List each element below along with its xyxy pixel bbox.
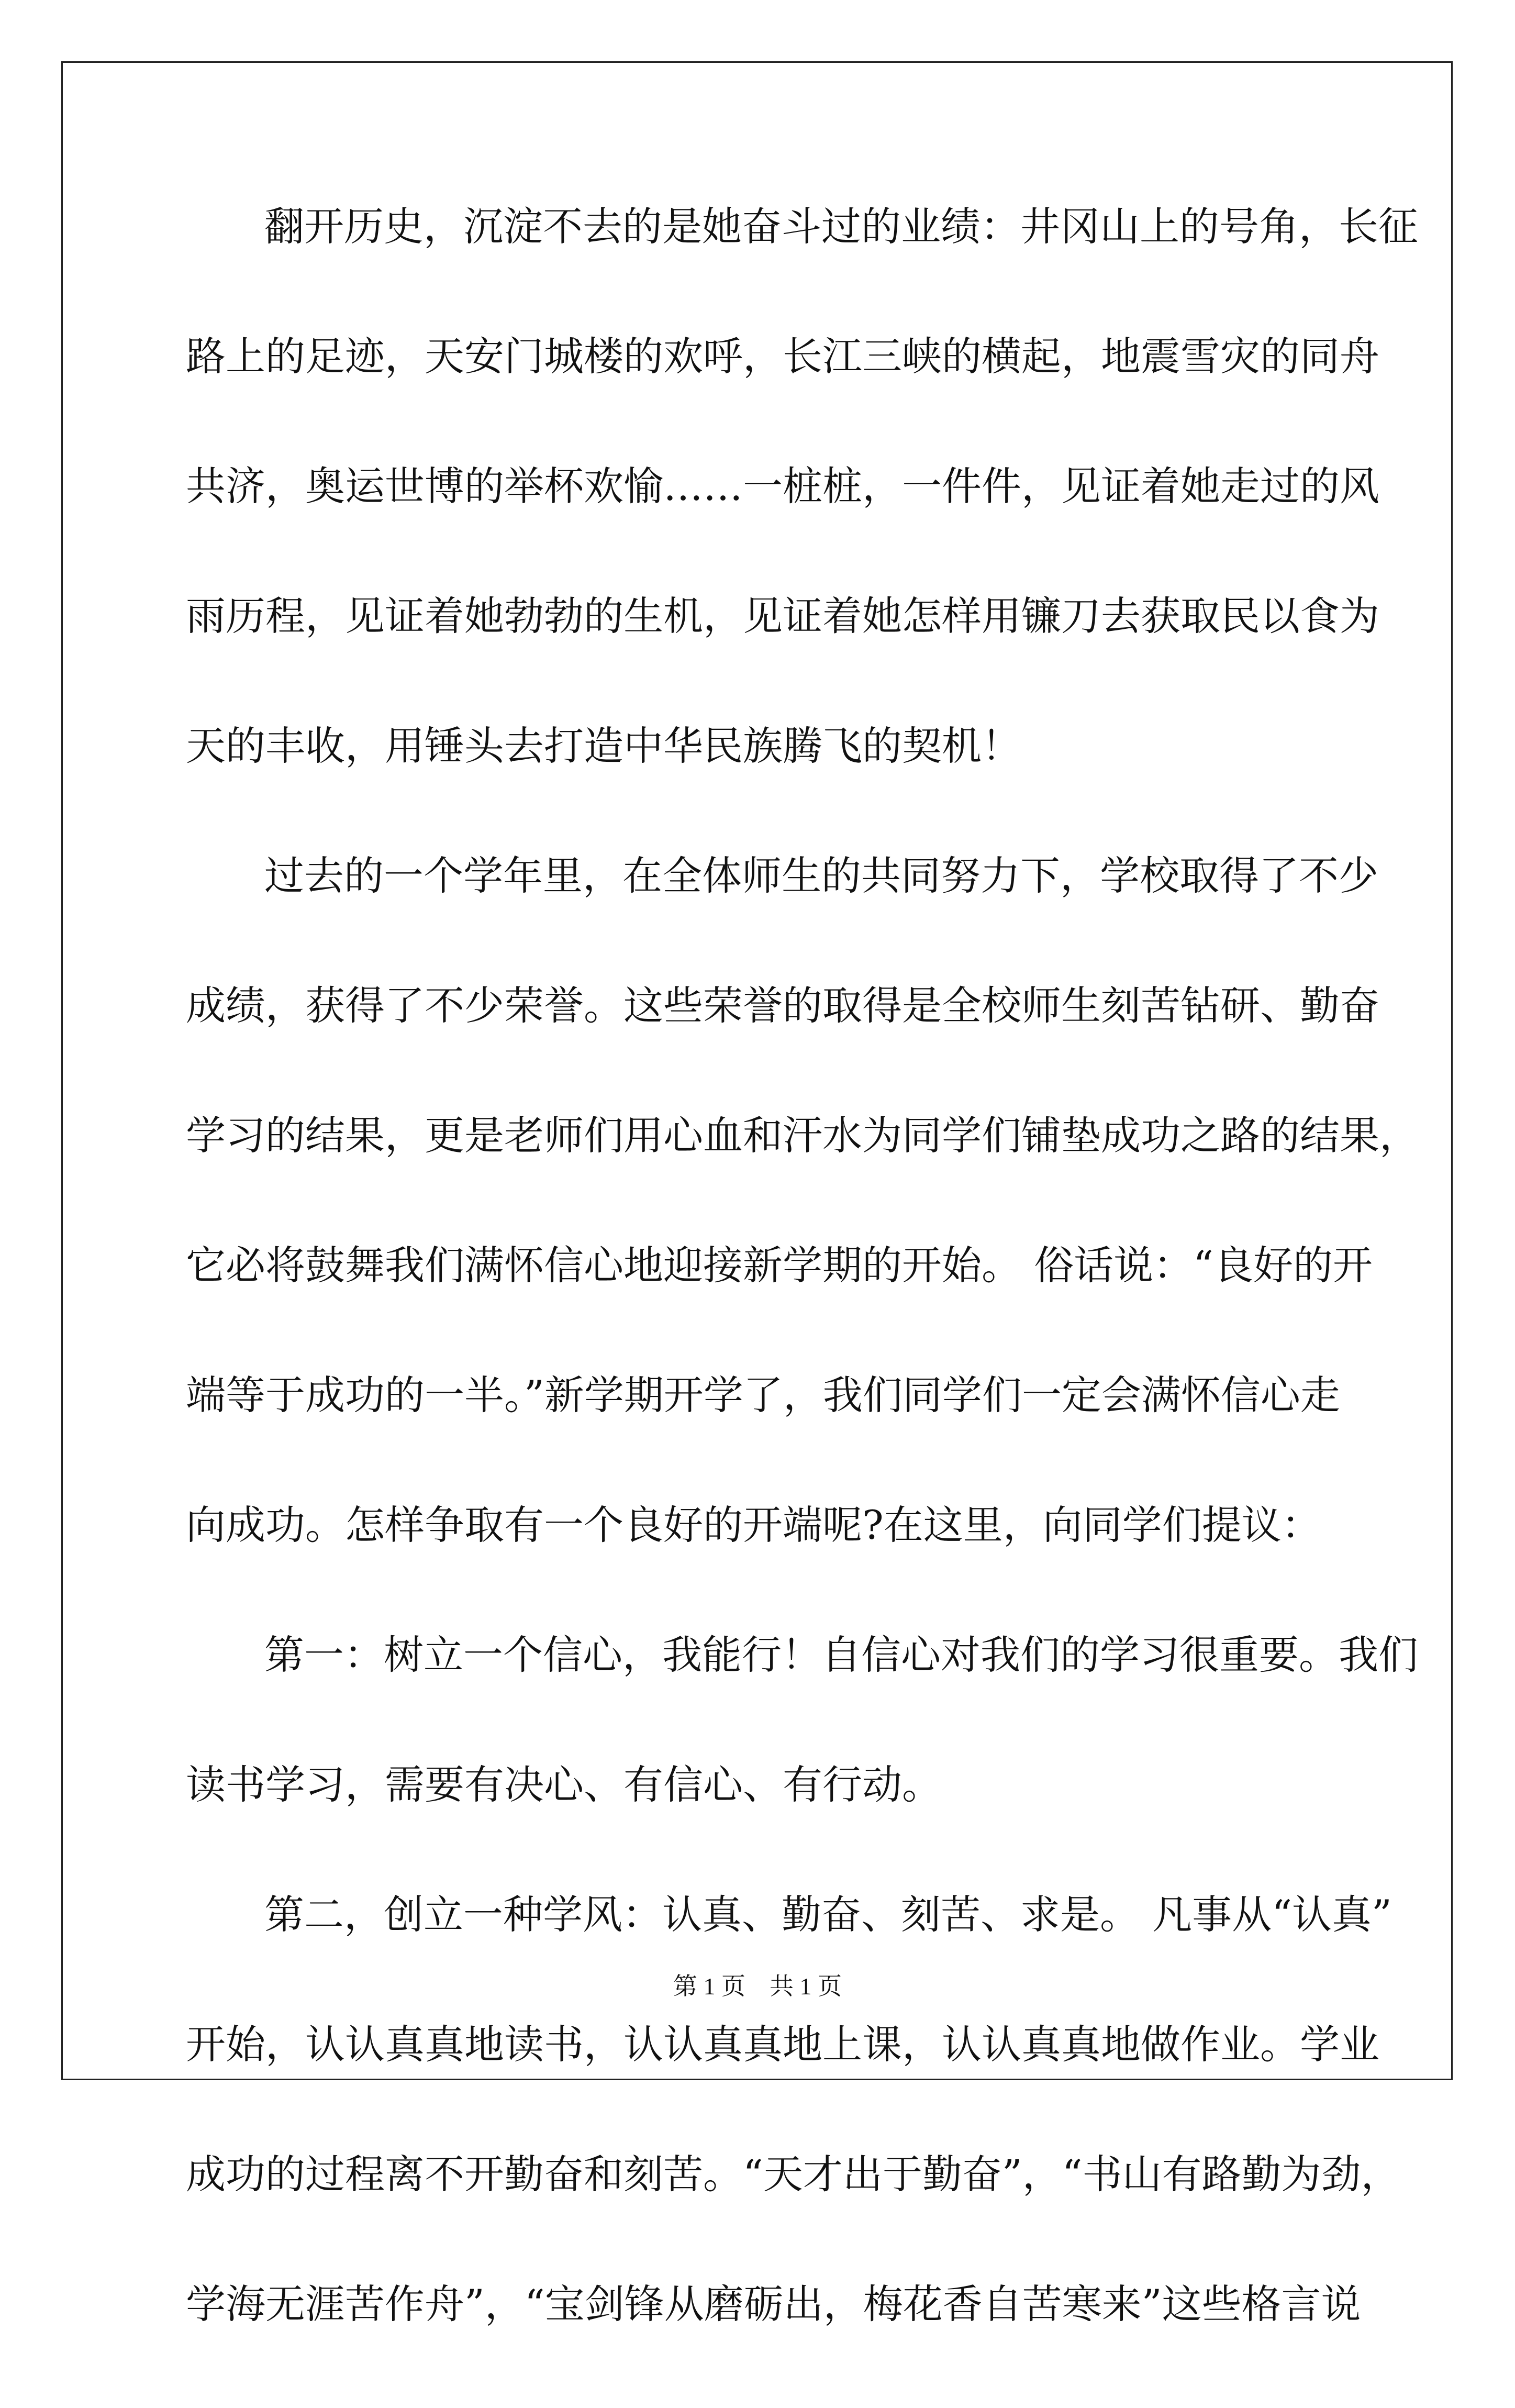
paragraph-1-line-5: 天的丰收，用锤头去打造中华民族腾飞的契机！ xyxy=(186,723,1021,769)
paragraph-2-line-1: 过去的一个学年里，在全体师生的共同努力下，学校取得了不少 xyxy=(264,852,1378,899)
paragraph-4-line-3: 成功的过程离不开勤奋和刻苦。“天才出于勤奋”，“书山有路勤为劲， xyxy=(186,2151,1401,2198)
paragraph-4-line-1: 第二，创立一种学风：认真、勤奋、刻苦、求是。 凡事从“认真” xyxy=(264,1891,1392,1938)
paragraph-1-line-2: 路上的足迹，天安门城楼的欢呼，长江三峡的横起，地震雪灾的同舟 xyxy=(186,333,1379,380)
paragraph-1-line-4: 雨历程，见证着她勃勃的生机，见证着她怎样用镰刀去获取民以食为 xyxy=(186,593,1379,639)
paragraph-2-line-6: 向成功。怎样争取有一个良好的开端呢?在这里，向同学们提议： xyxy=(186,1502,1321,1548)
paragraph-2-line-5: 端等于成功的一半。”新学期开学了，我们同学们一定会满怀信心走 xyxy=(186,1372,1340,1418)
document-body xyxy=(186,201,1419,2408)
paragraph-3-line-2: 读书学习，需要有决心、有信心、有行动。 xyxy=(186,1761,942,1808)
paragraph-4-line-4: 学海无涯苦作舟”，“宝剑锋从磨砺出，梅花香自苦寒来”这些格言说 xyxy=(186,2281,1361,2327)
paragraph-4-line-2: 开始，认认真真地读书，认认真真地上课，认认真真地做作业。学业 xyxy=(186,2021,1379,2068)
paragraph-2-line-3: 学习的结果，更是老师们用心血和汗水为同学们铺垫成功之路的结果， xyxy=(186,1112,1419,1159)
paragraph-3-line-1: 第一：树立一个信心，我能行！自信心对我们的学习很重要。我们 xyxy=(264,1632,1418,1678)
paragraph-1-line-3: 共济，奥运世博的举杯欢愉……一桩桩，一件件，见证着她走过的风 xyxy=(186,463,1379,509)
paragraph-1-line-1: 翻开历史，沉淀不去的是她奋斗过的业绩：井冈山上的号角，长征 xyxy=(264,203,1418,250)
page-footer: 第 1 页 共 1 页 xyxy=(673,1973,842,2000)
paragraph-2-line-2: 成绩，获得了不少荣誉。这些荣誉的取得是全校师生刻苦钻研、勤奋 xyxy=(186,982,1379,1029)
paragraph-2-line-4: 它必将鼓舞我们满怀信心地迎接新学期的开始。 俗话说：“良好的开 xyxy=(186,1242,1373,1289)
